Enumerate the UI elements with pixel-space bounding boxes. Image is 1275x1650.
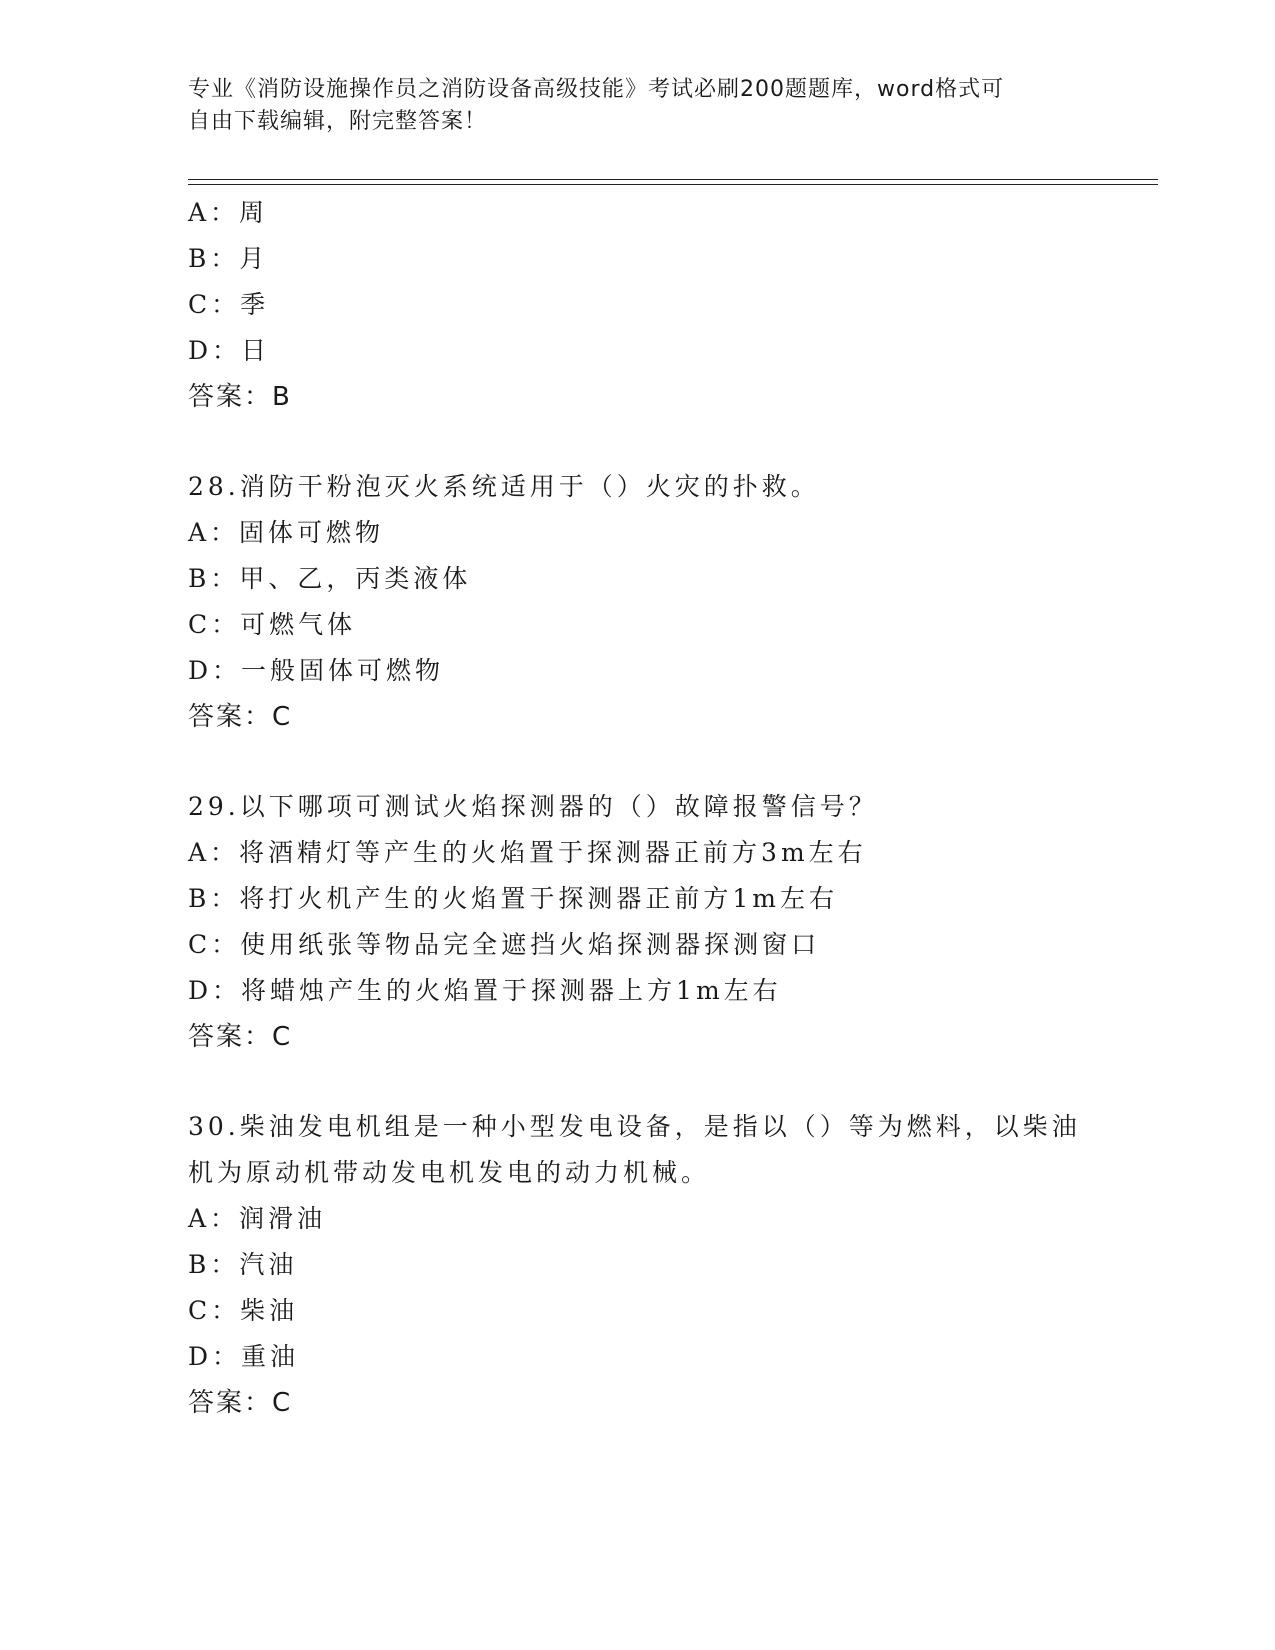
question-stem-line-1: 30.柴油发电机组是一种小型发电设备，是指以（）等为燃料，以柴油 <box>188 1112 1081 1141</box>
option-c: C：可燃气体 <box>188 610 357 639</box>
header-divider-bottom <box>188 184 1158 185</box>
option-c: C：柴油 <box>188 1296 299 1325</box>
question-28 <box>188 464 1088 740</box>
question-29 <box>188 784 1088 1060</box>
option-c: C：使用纸张等物品完全遮挡火焰探测器探测窗口 <box>188 930 821 959</box>
answer: 答案：C <box>188 1022 293 1052</box>
question-stem: 29.以下哪项可测试火焰探测器的（）故障报警信号？ <box>188 792 878 821</box>
option-d: D：日 <box>188 336 271 365</box>
option-d: D：重油 <box>188 1342 300 1371</box>
document-header <box>188 74 1068 138</box>
question-30 <box>188 1104 1088 1426</box>
spacer <box>188 740 1088 784</box>
option-a: A：固体可燃物 <box>188 518 385 547</box>
option-a: A：将酒精灯等产生的火焰置于探测器正前方3m左右 <box>188 838 867 867</box>
spacer <box>188 1060 1088 1104</box>
answer: 答案：B <box>188 382 292 412</box>
spacer <box>188 420 1088 464</box>
option-d: D：一般固体可燃物 <box>188 656 445 685</box>
option-d: D：将蜡烛产生的火焰置于探测器上方1m左右 <box>188 976 782 1005</box>
option-b: B：将打火机产生的火焰置于探测器正前方1m左右 <box>188 884 838 913</box>
answer: 答案：C <box>188 702 293 732</box>
option-a: A：润滑油 <box>188 1204 327 1233</box>
answer: 答案：C <box>188 1388 293 1418</box>
option-b: B：月 <box>188 244 269 273</box>
question-list <box>188 190 1088 1426</box>
question-stem: 28.消防干粉泡灭火系统适用于（）火灾的扑救。 <box>188 472 820 501</box>
option-b: B：甲、乙，丙类液体 <box>188 564 472 593</box>
option-b: B：汽油 <box>188 1250 298 1279</box>
option-a: A：周 <box>188 198 269 227</box>
option-c: C：季 <box>188 290 270 319</box>
header-line-1: 专业《消防设施操作员之消防设备高级技能》考试必刷200题题库，word格式可 <box>188 77 1005 102</box>
header-divider-top <box>188 179 1158 180</box>
question-stem-line-2: 机为原动机带动发电机发电的动力机械。 <box>188 1158 711 1187</box>
header-line-2: 自由下载编辑，附完整答案！ <box>188 109 488 134</box>
question-27 <box>188 190 1088 420</box>
